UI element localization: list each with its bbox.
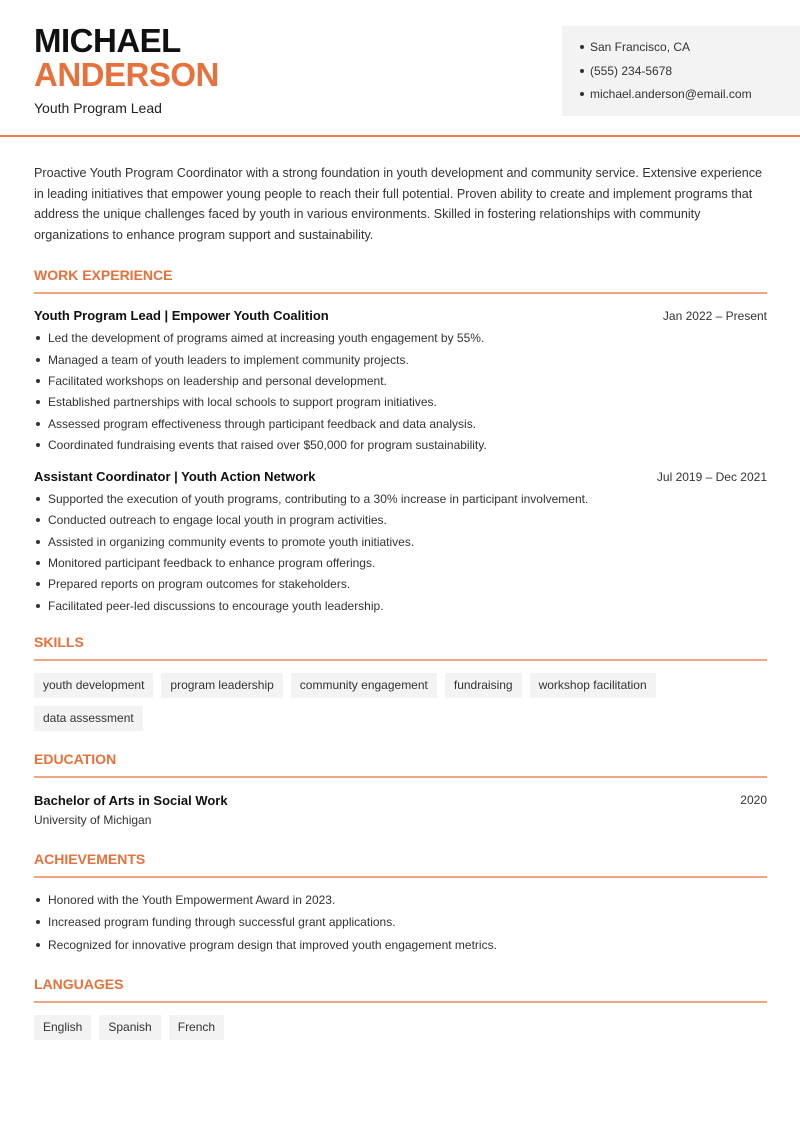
contact-location <box>580 39 800 63</box>
achievements-list <box>34 893 767 961</box>
bullet-icon <box>36 422 40 426</box>
job-dates: Jan 2022 – Present <box>662 309 767 324</box>
job-title: Youth Program Lead <box>34 100 162 116</box>
bullet-icon <box>36 497 40 501</box>
skill-tag: workshop facilitation <box>530 673 656 698</box>
list-item-text: Managed a team of youth leaders to implement community projects. <box>48 352 409 367</box>
skills-list <box>34 673 767 731</box>
skill-tag: fundraising <box>445 673 522 698</box>
bullet-icon <box>36 336 40 340</box>
bullet-icon <box>36 379 40 383</box>
section-title-work-experience: WORK EXPERIENCE <box>34 267 767 294</box>
language-tag: English <box>34 1015 91 1040</box>
job-bullets <box>34 492 767 620</box>
list-item-text: Coordinated fundraising events that raised over $50,000 for program sustainability. <box>48 437 487 452</box>
bullet-icon <box>36 604 40 608</box>
section-title-skills: SKILLS <box>34 634 767 661</box>
skill-tag: data assessment <box>34 706 143 731</box>
location-text: San Francisco, CA <box>590 40 691 54</box>
list-item <box>34 417 767 438</box>
list-item <box>34 395 767 416</box>
list-item-text: Assessed program effectiveness through participant feedback and data analysis. <box>48 416 477 431</box>
phone-text: (555) 234-5678 <box>590 63 673 78</box>
list-item <box>34 374 767 395</box>
list-item-text: Prepared reports on program outcomes for stakeholders. <box>48 577 351 592</box>
list-item <box>34 599 767 620</box>
bullet-icon <box>36 943 40 947</box>
list-item <box>34 438 767 459</box>
bullet-icon <box>36 443 40 447</box>
bullet-icon <box>36 898 40 902</box>
bullet-icon <box>36 561 40 565</box>
list-item <box>34 513 767 534</box>
list-item-text: Supported the execution of youth programs, contributing to a 30% increase in participant involvement. <box>48 492 589 507</box>
education-header <box>34 793 767 808</box>
education-degree: Bachelor of Arts in Social Work <box>34 792 228 808</box>
list-item-text: Recognized for innovative program design that improved youth engagement metrics. <box>48 937 497 952</box>
bullet-icon <box>36 518 40 522</box>
languages-list <box>34 1015 767 1040</box>
job-role: Youth Program Lead | Empower Youth Coalition <box>34 308 329 324</box>
list-item-text: Assisted in organizing community events to promote youth initiatives. <box>48 534 415 549</box>
list-item-text: Facilitated peer-led discussions to encourage youth leadership. <box>48 598 384 613</box>
list-item-text: Led the development of programs aimed at increasing youth engagement by 55%. <box>48 331 485 346</box>
bullet-icon <box>580 92 584 96</box>
list-item-text: Honored with the Youth Empowerment Award in 2023. <box>48 892 336 907</box>
bullet-icon <box>36 582 40 586</box>
bullet-icon <box>580 69 584 73</box>
language-tag: French <box>169 1015 224 1040</box>
last-name: ANDERSON <box>34 56 219 93</box>
list-item <box>34 492 767 513</box>
list-item-text: Increased program funding through successful grant applications. <box>48 915 396 930</box>
bullet-icon <box>580 45 584 49</box>
bullet-icon <box>36 540 40 544</box>
list-item <box>34 915 767 938</box>
job-entry <box>34 469 767 620</box>
job-bullets <box>34 331 767 459</box>
list-item <box>34 938 767 961</box>
resume-body <box>34 163 767 1040</box>
section-title-languages: LANGUAGES <box>34 976 767 1003</box>
job-dates: Jul 2019 – Dec 2021 <box>656 470 767 485</box>
job-entry <box>34 308 767 459</box>
language-tag: Spanish <box>99 1015 160 1040</box>
list-item <box>34 556 767 577</box>
list-item <box>34 331 767 352</box>
list-item-text: Established partnerships with local schools to support program initiatives. <box>48 395 437 410</box>
bullet-icon <box>36 400 40 404</box>
contact-email <box>580 86 800 110</box>
bullet-icon <box>36 358 40 362</box>
section-title-achievements: ACHIEVEMENTS <box>34 851 767 878</box>
job-header <box>34 308 767 323</box>
summary: Proactive Youth Program Coordinator with a strong foundation in youth development and community service. Extensive experience in leading initiatives that empower young people to reach their full potential. Proven ability to create and implement programs that address the unique challenges faced by youth in various environments. Skilled in fostering relationships with community organizations to enhance program support and sustainability. <box>34 166 763 242</box>
list-item <box>34 893 767 916</box>
list-item-text: Monitored participant feedback to enhance program offerings. <box>48 556 376 571</box>
skill-tag: program leadership <box>161 673 282 698</box>
resume-header <box>0 0 800 137</box>
list-item <box>34 535 767 556</box>
section-title-education: EDUCATION <box>34 751 767 778</box>
education-school: University of Michigan <box>34 812 152 827</box>
list-item-text: Conducted outreach to engage local youth in program activities. <box>48 513 387 528</box>
first-name: MICHAEL <box>34 22 181 59</box>
list-item-text: Facilitated workshops on leadership and personal development. <box>48 373 387 388</box>
list-item <box>34 577 767 598</box>
skill-tag: youth development <box>34 673 153 698</box>
email-text: michael.anderson@email.com <box>590 87 752 101</box>
bullet-icon <box>36 920 40 924</box>
skill-tag: community engagement <box>291 673 437 698</box>
job-header <box>34 469 767 484</box>
contact-box <box>562 26 800 116</box>
list-item <box>34 353 767 374</box>
contact-phone <box>580 63 800 87</box>
job-role: Assistant Coordinator | Youth Action Network <box>34 469 316 485</box>
education-year: 2020 <box>740 792 767 807</box>
